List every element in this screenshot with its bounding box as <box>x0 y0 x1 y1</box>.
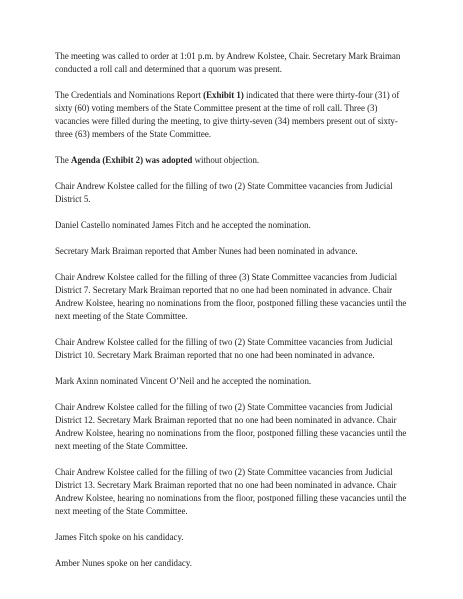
paragraph-text: Daniel Castello nominated James Fitch and he accepted the nomination. <box>55 220 311 230</box>
paragraph-text: The meeting was called to order at 1:01 p.m. by Andrew Kolstee, Chair. Secretary Mark Braiman conducted a roll call and determined that a quorum was present. <box>55 51 401 74</box>
paragraph-fitch-nomination <box>55 219 411 232</box>
paragraph-text: The Credentials and Nominations Report <box>55 90 204 100</box>
paragraph-text: indicated that there were thirty-four (31) of sixty (60) voting members of the State Committee present at the time of roll call. Three (3) vacancies were filled during the meeting, to give thirty-seven (34) members present out of sixty-three (63) members of the State Committee. <box>55 90 400 139</box>
paragraph-credentials-report <box>55 89 411 141</box>
paragraph-district-10-call <box>55 336 411 362</box>
paragraph-nunes-candidacy <box>55 557 411 570</box>
paragraph-district-12-call <box>55 401 411 453</box>
paragraph-district-7-call <box>55 271 411 323</box>
agenda-adopted-text: Agenda (Exhibit 2) was adopted <box>71 155 193 165</box>
exhibit-reference: (Exhibit 1) <box>203 90 244 100</box>
paragraph-text: Chair Andrew Kolstee called for the filling of two (2) State Committee vacancies from Judicial District 13. Secretary Mark Braiman reported that no one had been nominated in advance. Chair Andrew Kolstee, hearing no nominations from the floor, postponed filling these vacancies until the next meeting of the State Committee. <box>55 467 407 516</box>
paragraph-text: Mark Axinn nominated Vincent O’Neil and he accepted the nomination. <box>55 376 312 386</box>
paragraph-text: Chair Andrew Kolstee called for the filling of two (2) State Committee vacancies from Judicial District 5. <box>55 181 393 204</box>
paragraph-district-5-call <box>55 180 411 206</box>
paragraph-agenda <box>55 154 411 167</box>
paragraph-call-to-order <box>55 50 411 76</box>
document-body <box>55 50 411 583</box>
paragraph-nunes-nomination <box>55 245 411 258</box>
paragraph-text: Chair Andrew Kolstee called for the filling of two (2) State Committee vacancies from Judicial District 12. Secretary Mark Braiman reported that no one had been nominated in advance. Chair Andrew Kolstee, hearing no nominations from the floor, postponed filling these vacancies until the next meeting of the State Committee. <box>55 402 407 451</box>
paragraph-text: The <box>55 155 72 165</box>
paragraph-text: James Fitch spoke on his candidacy. <box>55 532 184 542</box>
paragraph-text: Secretary Mark Braiman reported that Amber Nunes had been nominated in advance. <box>55 246 358 256</box>
paragraph-fitch-candidacy <box>55 531 411 544</box>
paragraph-text: Chair Andrew Kolstee called for the filling of three (3) State Committee vacancies from Judicial District 7. Secretary Mark Braiman reported that no one had been nominated in advance. Chair Andrew Kolstee, hearing no nominations from the floor, postponed filling these vacancies until the next meeting of the State Committee. <box>55 272 407 321</box>
paragraph-text: without objection. <box>192 155 260 165</box>
paragraph-text: Chair Andrew Kolstee called for the filling of two (2) State Committee vacancies from Judicial District 10. Secretary Mark Braiman reported that no one had been nominated in advance. <box>55 337 393 360</box>
paragraph-oneil-nomination <box>55 375 411 388</box>
paragraph-district-13-call <box>55 466 411 518</box>
paragraph-text: Amber Nunes spoke on her candidacy. <box>55 558 192 568</box>
